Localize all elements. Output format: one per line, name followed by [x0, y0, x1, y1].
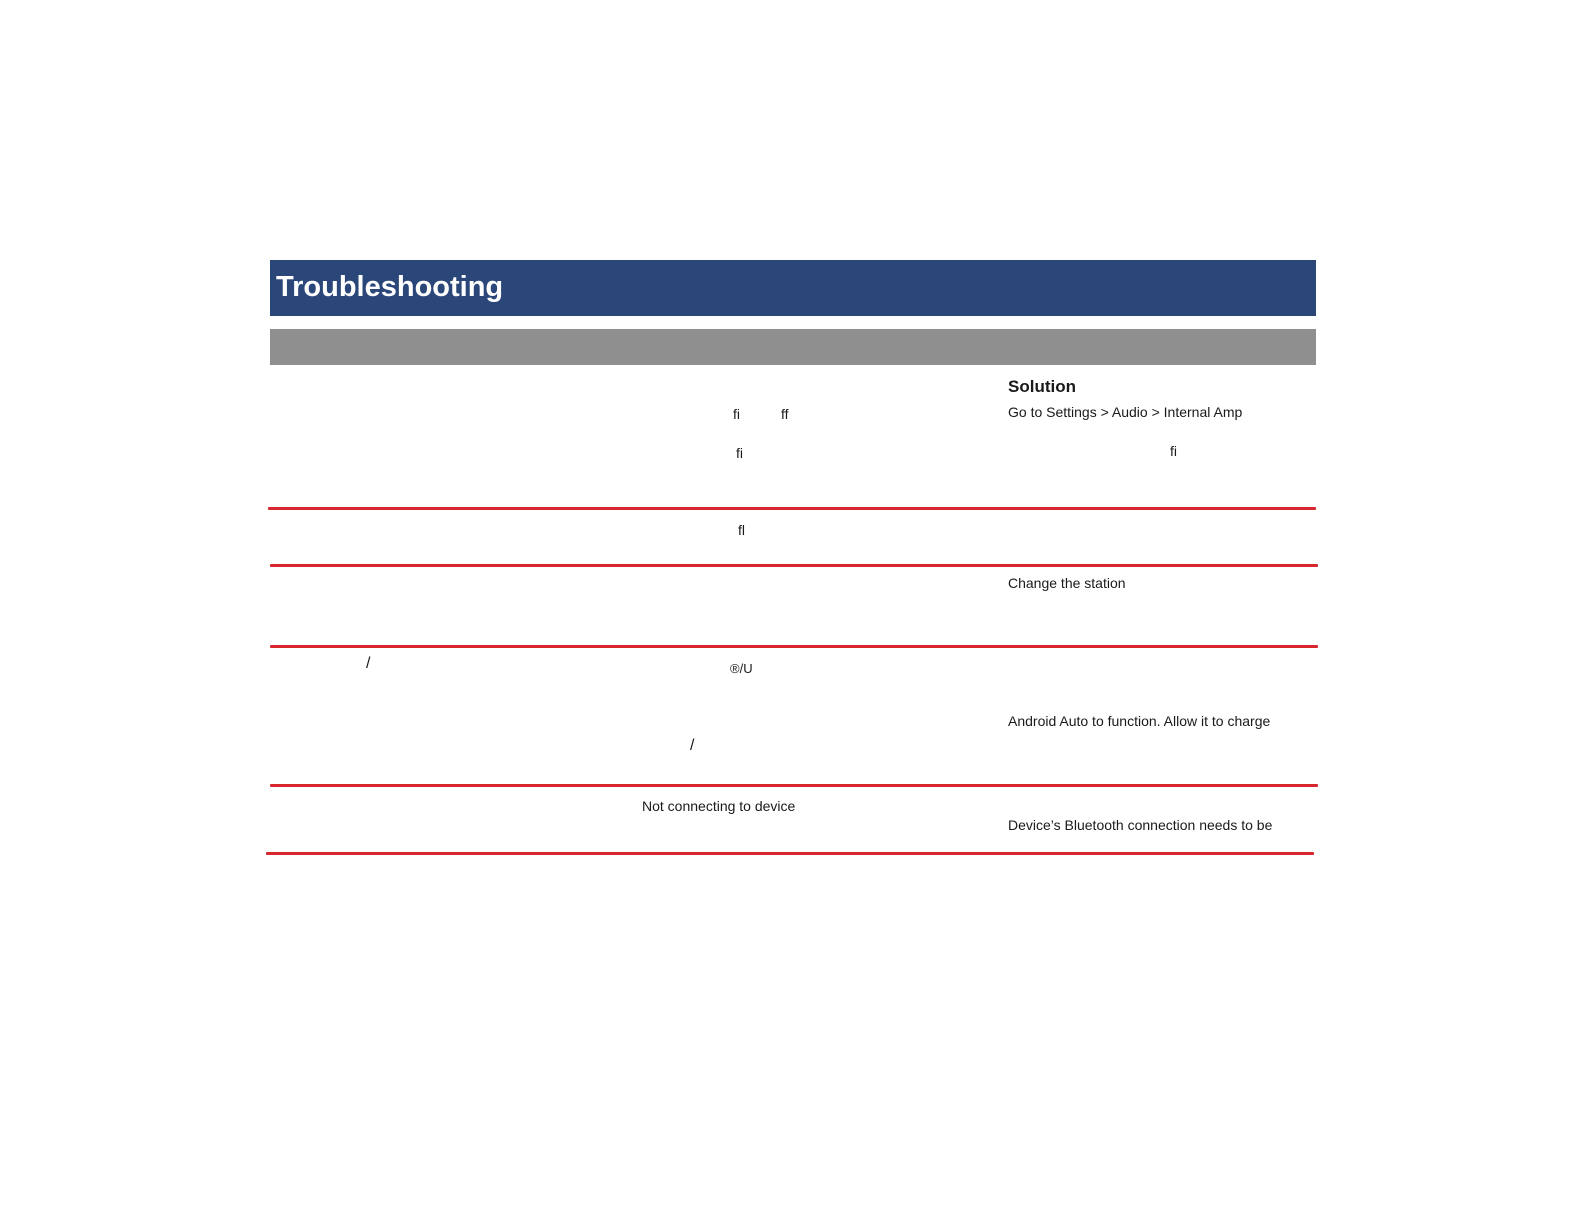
row-1-glyph-b: ff	[781, 406, 789, 422]
row-4-mark: ®/U	[730, 661, 753, 676]
row-divider	[270, 645, 1318, 648]
title-bar	[270, 260, 1316, 316]
table-header-bar	[270, 329, 1316, 365]
row-2-glyph: fl	[738, 522, 745, 538]
row-1-glyph-c: fi	[736, 445, 743, 461]
row-4-slash-left: /	[366, 655, 371, 672]
row-4-slash-mid: /	[690, 737, 695, 754]
row-5-solution: Device’s Bluetooth connection needs to be	[1008, 817, 1273, 833]
row-divider	[268, 507, 1316, 510]
row-1-solution-glyph: fi	[1170, 443, 1177, 459]
row-divider	[270, 784, 1318, 787]
row-divider	[266, 852, 1314, 855]
row-5-problem: Not connecting to device	[642, 798, 796, 814]
row-1-glyph-a: fi	[733, 406, 740, 422]
row-3-solution: Change the station	[1008, 575, 1126, 591]
row-1-solution: Go to Settings > Audio > Internal Amp	[1008, 404, 1243, 420]
solution-column-header: Solution	[1008, 377, 1076, 396]
row-divider	[270, 564, 1318, 567]
page-title: Troubleshooting	[276, 271, 504, 303]
row-4-solution: Android Auto to function. Allow it to charge	[1008, 713, 1271, 729]
